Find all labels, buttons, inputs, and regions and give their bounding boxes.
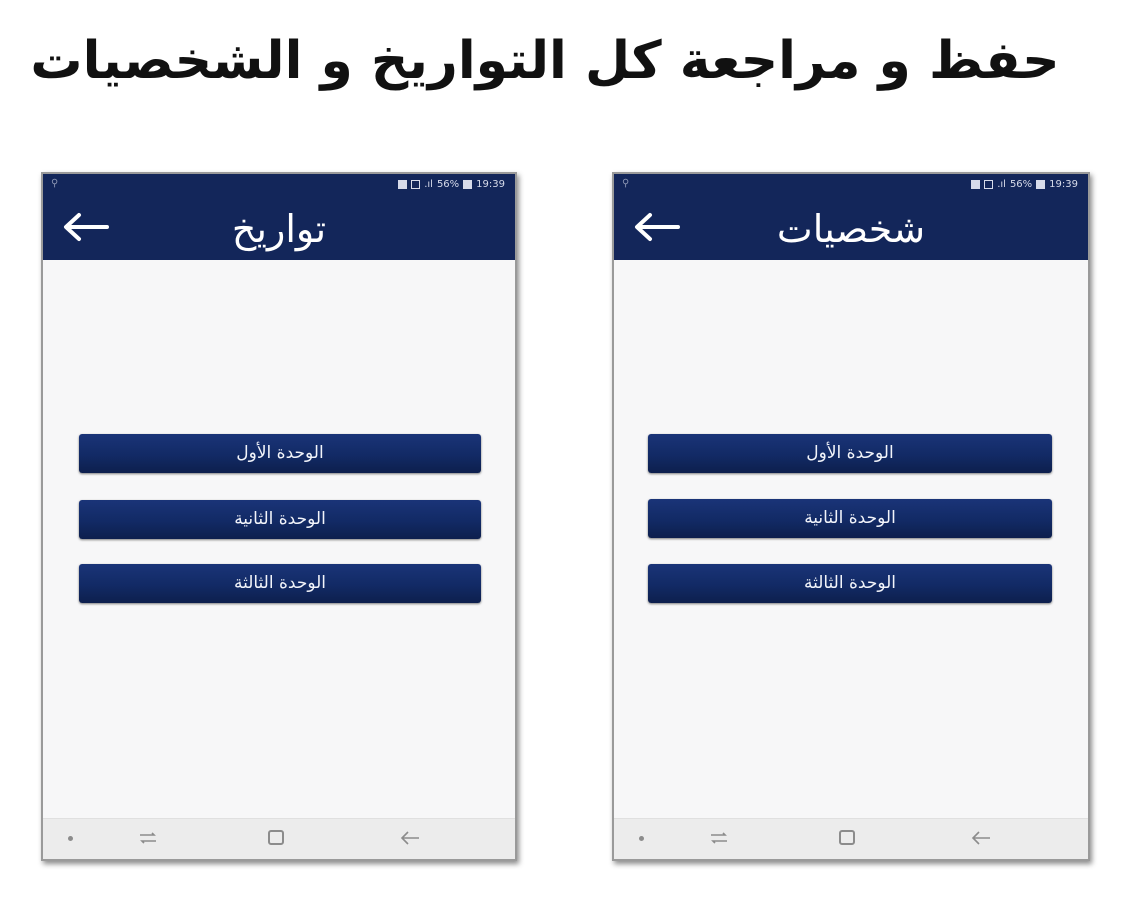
- page-headline: حفظ و مراجعة كل التواريخ و الشخصيات: [30, 31, 1060, 91]
- battery-icon: [463, 180, 472, 189]
- back-arrow-icon: [61, 212, 109, 242]
- back-button[interactable]: [630, 210, 682, 244]
- screen-title: شخصيات: [776, 207, 926, 251]
- system-nav-bar: [614, 818, 1088, 859]
- unit-2-button[interactable]: الوحدة الثانية: [648, 499, 1052, 538]
- notification-icon: ⚲: [51, 178, 59, 189]
- nav-back-icon[interactable]: [399, 830, 421, 846]
- system-nav-bar: [43, 818, 515, 859]
- signal-icon: .ıl: [424, 179, 433, 190]
- phone-screen-figures: [612, 172, 1090, 861]
- app-bar: [43, 174, 515, 260]
- back-button[interactable]: [59, 210, 111, 244]
- lock-icon: [398, 180, 407, 189]
- nav-dot-icon: [639, 836, 644, 841]
- status-bar: [43, 174, 515, 196]
- status-bar: [614, 174, 1088, 196]
- recent-apps-icon[interactable]: [137, 831, 159, 845]
- image-icon: [984, 180, 993, 189]
- home-icon[interactable]: [268, 830, 284, 845]
- nav-dot-icon: [68, 836, 73, 841]
- nav-back-icon[interactable]: [970, 830, 992, 846]
- unit-1-button[interactable]: الوحدة الأول: [648, 434, 1052, 473]
- notification-icon: ⚲: [622, 178, 630, 189]
- screen-title: تواريخ: [231, 207, 327, 251]
- unit-3-button[interactable]: الوحدة الثالثة: [648, 564, 1052, 603]
- battery-icon: [1036, 180, 1045, 189]
- back-arrow-icon: [632, 212, 680, 242]
- battery-percent: 56%: [436, 179, 460, 190]
- unit-2-button[interactable]: الوحدة الثانية: [79, 500, 481, 539]
- unit-1-button[interactable]: الوحدة الأول: [79, 434, 481, 473]
- image-icon: [411, 180, 420, 189]
- signal-icon: .ıl: [997, 179, 1006, 190]
- recent-apps-icon[interactable]: [708, 831, 730, 845]
- app-bar: [614, 174, 1088, 260]
- phone-screen-dates: [41, 172, 517, 861]
- clock: 19:39: [1049, 179, 1078, 190]
- lock-icon: [971, 180, 980, 189]
- battery-percent: 56%: [1009, 179, 1033, 190]
- unit-3-button[interactable]: الوحدة الثالثة: [79, 564, 481, 603]
- home-icon[interactable]: [839, 830, 855, 845]
- clock: 19:39: [476, 179, 505, 190]
